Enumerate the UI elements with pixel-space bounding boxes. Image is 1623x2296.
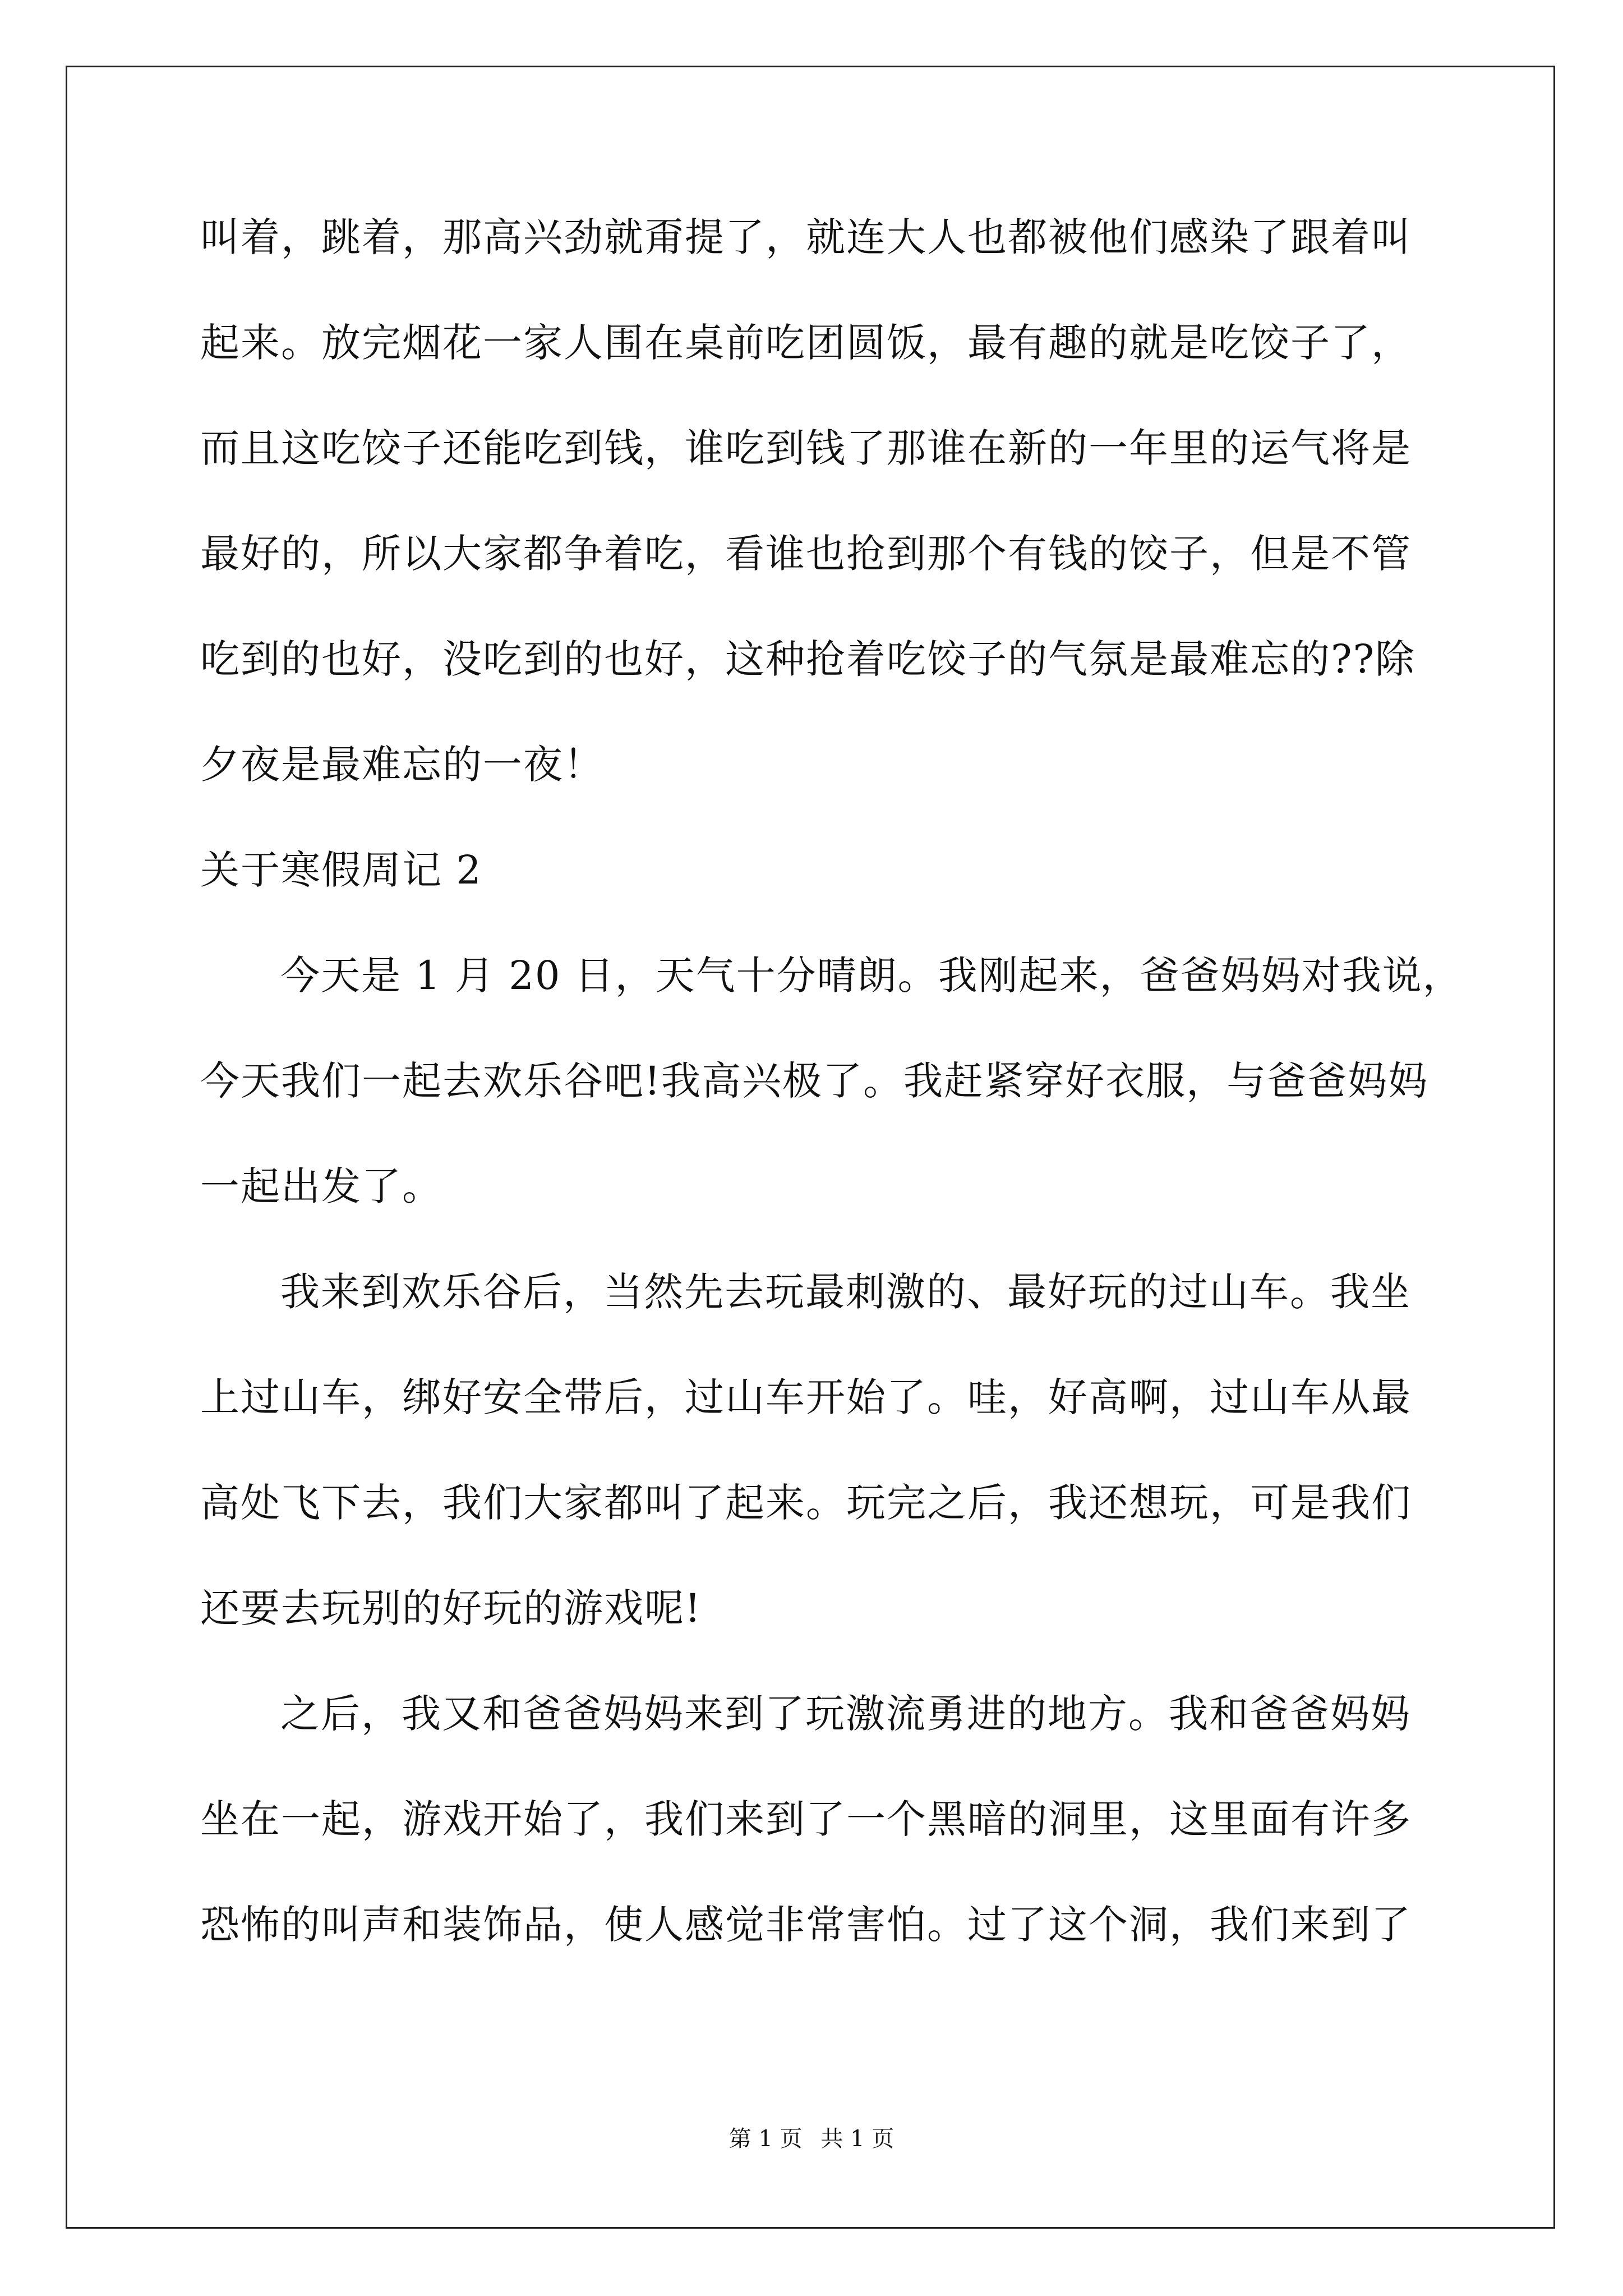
text-line: 吃到的也好，没吃到的也好，这种抢着吃饺子的气氛是最难忘的??除 [200, 636, 1416, 682]
page-number: 第 1 页 [728, 2126, 803, 2152]
paragraph-line: 今天我们一起去欢乐谷吧!我高兴极了。我赶紧穿好衣服，与爸爸妈妈 [200, 1058, 1429, 1104]
text-line: 而且这吃饺子还能吃到钱，谁吃到钱了那谁在新的一年里的运气将是 [200, 425, 1412, 471]
page-footer [0, 2122, 1623, 2156]
paragraph-line: 今天是 1 月 20 日，天气十分晴朗。我刚起来，爸爸妈妈对我说， [280, 953, 1463, 999]
section-heading: 关于寒假周记 2 [200, 847, 482, 893]
paragraph-line: 坐在一起，游戏开始了，我们来到了一个黑暗的洞里，这里面有许多 [200, 1796, 1412, 1842]
text-line: 起来。放完烟花一家人围在桌前吃团圆饭，最有趣的就是吃饺子了， [200, 320, 1412, 366]
text-line: 夕夜是最难忘的一夜！ [200, 742, 604, 788]
text-line: 叫着，跳着，那高兴劲就甭提了，就连大人也都被他们感染了跟着叫 [200, 214, 1412, 260]
page-total: 共 1 页 [820, 2126, 895, 2152]
text-line: 最好的，所以大家都争着吃，看谁也抢到那个有钱的饺子，但是不管 [200, 531, 1412, 577]
paragraph-line: 还要去玩别的好玩的游戏呢! [200, 1585, 702, 1631]
paragraph-line: 恐怖的叫声和装饰品，使人感觉非常害怕。过了这个洞，我们来到了 [200, 1902, 1412, 1948]
paragraph-line: 一起出发了。 [200, 1163, 442, 1209]
paragraph-line: 我来到欢乐谷后，当然先去玩最刺激的、最好玩的过山车。我坐 [280, 1269, 1411, 1315]
paragraph-line: 上过山车，绑好安全带后，过山车开始了。哇，好高啊，过山车从最 [200, 1374, 1412, 1420]
paragraph-line: 之后，我又和爸爸妈妈来到了玩激流勇进的地方。我和爸爸妈妈 [280, 1691, 1411, 1737]
paragraph-line: 高处飞下去，我们大家都叫了起来。玩完之后，我还想玩，可是我们 [200, 1480, 1412, 1526]
